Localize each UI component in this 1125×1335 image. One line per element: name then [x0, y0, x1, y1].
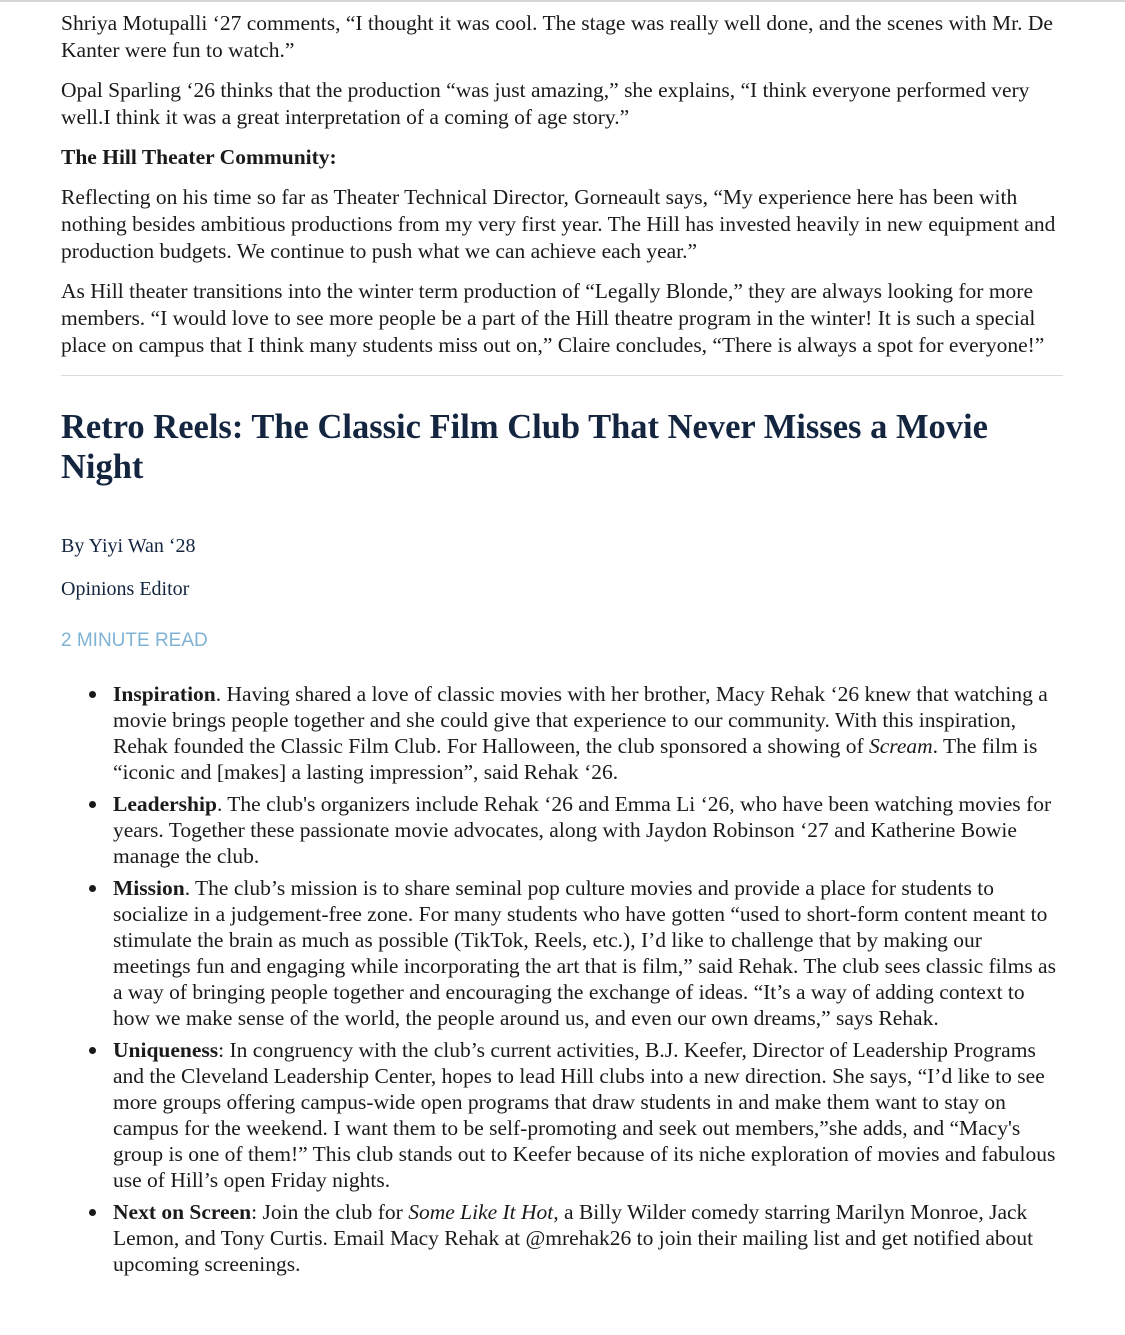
bullet-text: . Having shared a love of classic movies with her brother, Macy Rehak ‘26 knew that watching a movie brings people together and she could give that experience to our community. With this inspiration, Rehak founded the Classic Film Club. For Halloween, the club sponsored a showing of [113, 682, 1048, 758]
article-title[interactable]: Retro Reels: The Classic Film Club That Never Misses a Movie Night [61, 408, 988, 486]
bullet-item-mission [113, 875, 1063, 1031]
bullet-item-uniqueness [113, 1037, 1063, 1193]
bullet-dot-icon [89, 885, 96, 892]
bullet-text: . The club's organizers include Rehak ‘26 and Emma Li ‘26, who have been watching movies for years. Together these passionate movie advocates, along with Jaydon Robinson ‘27 and Katherine Bowie manage the club. [113, 792, 1052, 868]
bullet-text: : In congruency with the club’s current activities, B.J. Keefer, Director of Leadership Programs and the Cleveland Leadership Center, hopes to lead Hill clubs into a new direction. She says, “I’d like to see more groups offering campus-wide open programs that draw students in and make them want to stay on campus for the weekend. I want them to be self-promoting and seek out members,”she adds, and “Macy's group is one of them!” This club stands out to Keefer because of its niche exploration of movies and fabulous use of Hill’s open Friday nights. [113, 1038, 1056, 1192]
author-role: Opinions Editor [61, 578, 190, 600]
section-heading: The Hill Theater Community: [61, 145, 337, 169]
intro-paragraph-1: Shriya Motupalli ‘27 comments, “I thought it was cool. The stage was really well done, and the scenes with Mr. De Kanter were fun to watch.” [61, 11, 1053, 62]
bullet-dot-icon [89, 1047, 96, 1054]
bullet-lead: Mission [113, 876, 185, 900]
bullet-dot-icon [89, 691, 96, 698]
bullet-item-leadership [113, 791, 1063, 869]
bullet-text: . The club’s mission is to share seminal pop culture movies and provide a place for students to socialize in a judgement-free zone. For many students who have gotten “used to short-form content meant to stimulate the brain as much as possible (TikTok, Reels, etc.), I’d like to challenge that by making our meetings fun and engaging while incorporating the art that is film,” said Rehak. The club sees classic films as a way of bringing people together and encouraging the exchange of ideas. “It’s a way of adding context to how we make sense of the world, the people around us, and even our own dreams,” says Rehak. [113, 876, 1056, 1030]
bullet-dot-icon [89, 801, 96, 808]
top-border [0, 0, 1125, 2]
section-paragraph-1: Reflecting on his time so far as Theater Technical Director, Gorneault says, “My experience here has been with nothing besides ambitious productions from my very first year. The Hill has invested heavily in new equipment and production budgets. We continue to push what we can achieve each year.” [61, 185, 1056, 263]
bullet-lead: Inspiration [113, 682, 216, 706]
bullet-item-inspiration [113, 681, 1063, 785]
bullet-dot-icon [89, 1209, 96, 1216]
read-time-label: 2 MINUTE READ [61, 630, 208, 651]
bullet-lead: Uniqueness [113, 1038, 219, 1062]
bullet-italic-title: Some Like It Hot [408, 1200, 554, 1224]
intro-paragraph-2: Opal Sparling ‘26 thinks that the production “was just amazing,” she explains, “I think everyone performed very well.I think it was a great interpretation of a coming of age story.” [61, 78, 1030, 129]
byline: By Yiyi Wan ‘28 [61, 535, 196, 557]
bullet-text-after: , a Billy Wilder comedy starring Marilyn Monroe, Jack Lemon, and Tony Curtis. Email Macy Rehak at @mrehak26 to join their mailing list and get notified about upcoming screenings. [113, 1200, 1034, 1276]
bullet-lead: Leadership [113, 792, 217, 816]
bullet-text: : Join the club for [251, 1200, 409, 1224]
section-paragraph-2: As Hill theater transitions into the winter term production of “Legally Blonde,” they are always looking for more members. “I would love to see more people be a part of the Hill theatre program in the winter! It is such a special place on campus that I think many students miss out on,” Claire concludes, “There is always a spot for everyone!” [61, 279, 1045, 357]
bullet-italic-title: Scream [868, 734, 933, 758]
bullet-item-next-on-screen [113, 1199, 1063, 1277]
article-content [61, 10, 1063, 1283]
article-divider [61, 375, 1063, 376]
bullet-lead: Next on Screen [113, 1200, 252, 1224]
bullet-text-after: . The film is “iconic and [makes] a lasting impression”, said Rehak ‘26. [113, 734, 1038, 784]
article-bullet-list [61, 681, 1063, 1277]
